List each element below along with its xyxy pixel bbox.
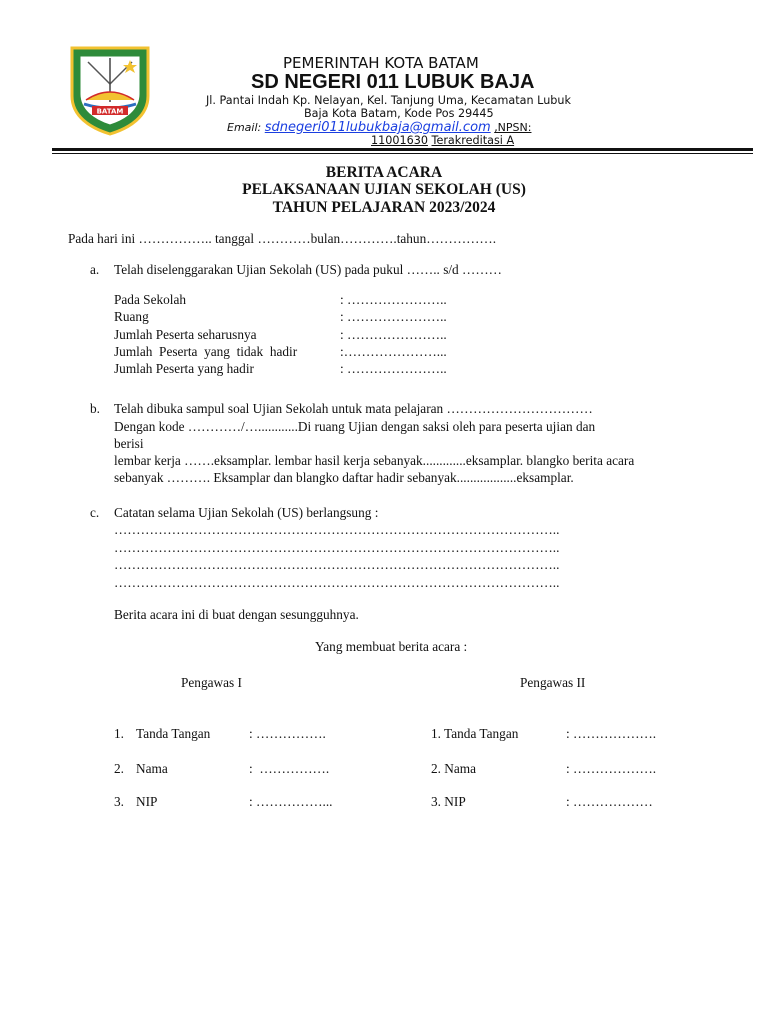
field-value-school: : …………………..	[340, 292, 447, 307]
signer-left-label-signature: Tanda Tangan	[136, 726, 211, 741]
email-label: Email:	[227, 121, 262, 134]
npsn-value: 11001630	[371, 134, 428, 147]
section-b-line2: Dengan kode …………/…............Di ruang Ujian dengan saksi oleh para peserta ujian dan	[114, 419, 596, 434]
email-link[interactable]: sdnegeri011lubukbaja@gmail.com	[264, 120, 491, 135]
section-b-marker: b.	[90, 401, 100, 416]
field-value-present: : …………………..	[340, 361, 447, 376]
signer-right-value-signature: : ……………….	[566, 726, 657, 741]
signer-right-label-signature: 1. Tanda Tangan	[431, 726, 519, 741]
signer-right-value-nip: : ………………	[566, 794, 653, 809]
field-label-absent: Jumlah Peserta yang tidak hadir	[114, 344, 298, 359]
signer-left-label-name: Nama	[136, 761, 168, 776]
notes-line: ………………………………………………………………………………………..	[114, 522, 560, 537]
field-label-room: Ruang	[114, 309, 149, 324]
field-label-expected: Jumlah Peserta seharusnya	[114, 327, 257, 342]
section-a-marker: a.	[90, 262, 100, 277]
letterhead-email-line	[227, 120, 531, 135]
signer-left-num-2: 2.	[114, 761, 124, 776]
letterhead-line1: PEMERINTAH KOTA BATAM	[283, 54, 479, 72]
signer-right-label-nip: 3. NIP	[431, 794, 466, 809]
letterhead-school-name: SD NEGERI 011 LUBUK BAJA	[251, 71, 535, 93]
city-logo	[68, 44, 152, 136]
notes-line: ………………………………………………………………………………………..	[114, 575, 560, 590]
letterhead-address-1: Jl. Pantai Indah Kp. Nelayan, Kel. Tanjung Uma, Kecamatan Lubuk	[206, 94, 571, 107]
signer-left-title: Pengawas I	[181, 675, 242, 690]
section-c-marker: c.	[90, 505, 100, 520]
signer-left-value-signature: : …………….	[249, 726, 326, 741]
letterhead-npsn-line	[371, 134, 514, 147]
section-b-line4: lembar kerja …….eksamplar. lembar hasil kerja sebanyak.............eksamplar. blangko berita acara	[114, 453, 635, 468]
signer-left-value-nip: : ……………...	[249, 794, 333, 809]
field-value-room: : …………………..	[340, 309, 447, 324]
section-c-text: Catatan selama Ujian Sekolah (US) berlangsung :	[114, 505, 379, 520]
notes-line: ………………………………………………………………………………………..	[114, 557, 560, 572]
section-b-line1: Telah dibuka sampul soal Ujian Sekolah untuk mata pelajaran ……………………………	[114, 401, 593, 416]
title-line3: TAHUN PELAJARAN 2023/2024	[272, 199, 496, 216]
letterhead-address-2: Baja Kota Batam, Kode Pos 29445	[304, 107, 494, 120]
section-b-line5: sebanyak ………. Eksamplar dan blangko daftar hadir sebanyak..................eksamplar.	[114, 470, 574, 485]
field-label-school: Pada Sekolah	[114, 292, 187, 307]
section-a-text: Telah diselenggarakan Ujian Sekolah (US) pada pukul …….. s/d ………	[114, 262, 502, 277]
signer-right-value-name: : ……………….	[566, 761, 657, 776]
signer-left-num-1: 1.	[114, 726, 124, 741]
made-by-label: Yang membuat berita acara :	[315, 639, 468, 654]
field-value-expected: : …………………..	[340, 327, 447, 342]
field-label-present: Jumlah Peserta yang hadir	[114, 361, 254, 376]
section-b-line3: berisi	[114, 436, 144, 451]
logo-text: BATAM	[96, 107, 124, 116]
signer-right-title: Pengawas II	[520, 675, 586, 690]
intro-line: Pada hari ini …………….. tanggal …………bulan………….tahun…………….	[68, 231, 497, 246]
letterhead-rule-thin	[52, 153, 753, 154]
accreditation: Terakreditasi A	[431, 134, 515, 147]
closing-statement: Berita acara ini di buat dengan sesungguhnya.	[114, 607, 359, 622]
field-value-absent: :…………………...	[340, 344, 447, 359]
npsn-label: ,NPSN:	[494, 121, 532, 134]
signer-left-label-nip: NIP	[136, 794, 158, 809]
notes-line: ………………………………………………………………………………………..	[114, 540, 560, 555]
letterhead-rule-thick	[52, 148, 753, 151]
signer-right-label-name: 2. Nama	[431, 761, 477, 776]
title-line1: BERITA ACARA	[325, 164, 443, 181]
signer-left-num-3: 3.	[114, 794, 124, 809]
title-line2: PELAKSANAAN UJIAN SEKOLAH (US)	[242, 181, 526, 198]
signer-left-value-name: : …………….	[249, 761, 330, 776]
